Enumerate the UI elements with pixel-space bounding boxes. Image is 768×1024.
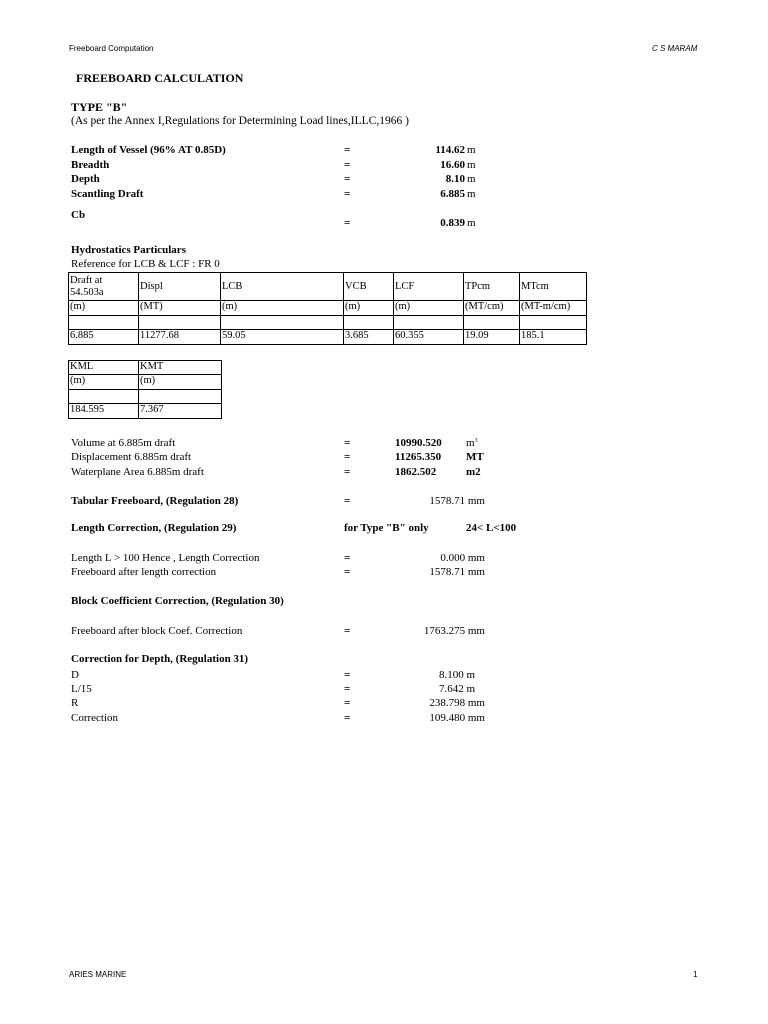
table-unit-cell: (m) [221, 301, 344, 316]
table-header-cell: Displ [139, 273, 221, 301]
tabular-freeboard-value: 1578.71 mm [429, 495, 485, 507]
depth-correction-value: 7.642 m [438, 683, 475, 695]
equals-sign: = [344, 466, 351, 478]
particular-unit: m [467, 188, 476, 200]
tabular-freeboard-label: Tabular Freeboard, (Regulation 28) [71, 495, 239, 507]
particular-value: 114.62 [435, 144, 465, 156]
table-unit-cell: (m) [69, 375, 139, 390]
particular-row [0, 158, 768, 172]
table-header-row [69, 273, 587, 301]
volume-label: Volume at 6.885m draft [71, 437, 176, 449]
table-header-cell: MTcm [520, 273, 587, 301]
table-header-cell: LCF [394, 273, 464, 301]
equals-sign: = [344, 173, 351, 185]
table-unit-cell: (m) [394, 301, 464, 316]
table-value-cell: 59.05 [221, 330, 344, 345]
volume-value: 10990.520 [395, 437, 442, 449]
table-header-cell: KML [69, 361, 139, 375]
table-header-cell: KMT [139, 361, 222, 375]
particular-value: 8.10 [445, 173, 465, 185]
displacement-value: 11265.350 [395, 451, 442, 463]
metacentre-table [68, 360, 222, 419]
particular-unit: m [467, 144, 476, 156]
volume-unit: $m^3$ [466, 437, 478, 449]
particular-row [0, 208, 768, 238]
displacement-label: Displacement 6.885m draft [71, 451, 192, 463]
length-correction-value: 0.000 mm [440, 552, 485, 564]
length-correction-range: 24< L<100 [466, 522, 517, 534]
page-footer-company: ARIES MARINE [69, 970, 127, 979]
depth-correction-value: 109.480 mm [429, 712, 485, 724]
table-units-row [69, 375, 222, 390]
table-header-cell: TPcm [464, 273, 520, 301]
table-value-row [69, 404, 222, 419]
waterplane-unit: m2 [466, 466, 481, 478]
table-header-cell: VCB [344, 273, 394, 301]
length-correction-label: Freeboard after length correction [71, 566, 217, 578]
particular-label: Depth [71, 173, 100, 185]
displacement-unit: MT [466, 451, 484, 463]
table-value-cell: 7.367 [139, 404, 222, 419]
table-value-cell: 6.885 [69, 330, 139, 345]
depth-correction-label: Correction [71, 712, 119, 724]
particular-unit: m [467, 217, 476, 229]
table-value-cell: 19.09 [464, 330, 520, 345]
table-header-cell: LCB [221, 273, 344, 301]
equals-sign: = [344, 566, 351, 578]
waterplane-value: 1862.502 [395, 466, 437, 478]
block-correction-heading: Block Coefficient Correction, (Regulation 30) [71, 595, 284, 607]
table-value-cell: 11277.68 [139, 330, 221, 345]
depth-correction-value: 238.798 mm [429, 697, 485, 709]
block-correction-value: 1763.275 mm [423, 625, 485, 637]
particular-row [0, 187, 768, 201]
type-note: (As per the Annex I,Regulations for Determining Load lines,ILLC,1966 ) [71, 115, 409, 127]
table-units-row [69, 301, 587, 316]
table-value-cell: 3.685 [344, 330, 394, 345]
depth-correction-value: 8.100 m [438, 669, 475, 681]
particular-label: Scantling Draft [71, 188, 144, 200]
table-value-cell: 60.355 [394, 330, 464, 345]
table-header-row [69, 361, 222, 375]
equals-sign: = [344, 159, 351, 171]
particular-value: 16.60 [440, 159, 465, 171]
equals-sign: = [344, 437, 351, 449]
table-value-row [69, 330, 587, 345]
depth-correction-row [0, 696, 768, 710]
equals-sign: = [344, 697, 351, 709]
table-unit-cell: (m) [69, 301, 139, 316]
table-unit-cell: (m) [344, 301, 394, 316]
particular-label: Length of Vessel (96% AT 0.85D) [71, 144, 226, 156]
volume-row [0, 436, 768, 450]
table-unit-cell: (MT) [139, 301, 221, 316]
particular-row [0, 172, 768, 186]
depth-correction-label: D [71, 669, 79, 681]
length-correction-value: 1578.71 mm [429, 566, 485, 578]
particular-value: 6.885 [440, 188, 465, 200]
length-correction-heading-row [0, 521, 768, 535]
equals-sign: = [344, 495, 351, 507]
page-header-title: Freeboard Computation [69, 44, 154, 53]
particular-label: Breadth [71, 159, 110, 171]
table-value-cell: 184.595 [69, 404, 139, 419]
tabular-freeboard-row [0, 494, 768, 508]
page-header-author: C S MARAM [652, 44, 698, 53]
displacement-row [0, 450, 768, 464]
equals-sign: = [344, 712, 351, 724]
document-title: FREEBOARD CALCULATION [76, 71, 244, 85]
length-correction-row [0, 551, 768, 565]
length-correction-row [0, 565, 768, 579]
particular-unit: m [467, 173, 476, 185]
particular-row [0, 143, 768, 157]
block-correction-label: Freeboard after block Coef. Correction [71, 625, 243, 637]
equals-sign: = [344, 552, 351, 564]
depth-correction-label: R [71, 697, 79, 709]
table-header-cell: Draft at 54.503a [69, 273, 139, 301]
equals-sign: = [344, 217, 351, 229]
equals-sign: = [344, 144, 351, 156]
particular-label: Cb [71, 209, 86, 221]
waterplane-row [0, 465, 768, 479]
depth-correction-heading: Correction for Depth, (Regulation 31) [71, 653, 249, 665]
hydro-heading: Hydrostatics Particulars [71, 244, 186, 256]
length-correction-note: for Type "B" only [344, 522, 429, 534]
table-empty-row [69, 316, 587, 330]
hydro-reference: Reference for LCB & LCF : FR 0 [71, 258, 220, 270]
table-value-cell: 185.1 [520, 330, 587, 345]
equals-sign: = [344, 451, 351, 463]
hydrostatics-table [68, 272, 587, 345]
waterplane-label: Waterplane Area 6.885m draft [71, 466, 204, 478]
type-label: TYPE "B" [71, 100, 128, 114]
table-unit-cell: (MT/cm) [464, 301, 520, 316]
depth-correction-label: L/15 [71, 683, 92, 695]
equals-sign: = [344, 188, 351, 200]
table-unit-cell: (MT-m/cm) [520, 301, 587, 316]
length-correction-heading: Length Correction, (Regulation 29) [71, 522, 237, 534]
table-unit-cell: (m) [139, 375, 222, 390]
equals-sign: = [344, 683, 351, 695]
length-correction-label: Length L > 100 Hence , Length Correction [71, 552, 260, 564]
particular-unit: m [467, 159, 476, 171]
block-correction-row [0, 624, 768, 638]
particular-value: 0.839 [440, 217, 465, 229]
table-empty-row [69, 390, 222, 404]
page-number: 1 [693, 970, 698, 979]
equals-sign: = [344, 669, 351, 681]
depth-correction-row [0, 682, 768, 696]
depth-correction-row [0, 668, 768, 682]
depth-correction-row [0, 711, 768, 725]
equals-sign: = [344, 625, 351, 637]
